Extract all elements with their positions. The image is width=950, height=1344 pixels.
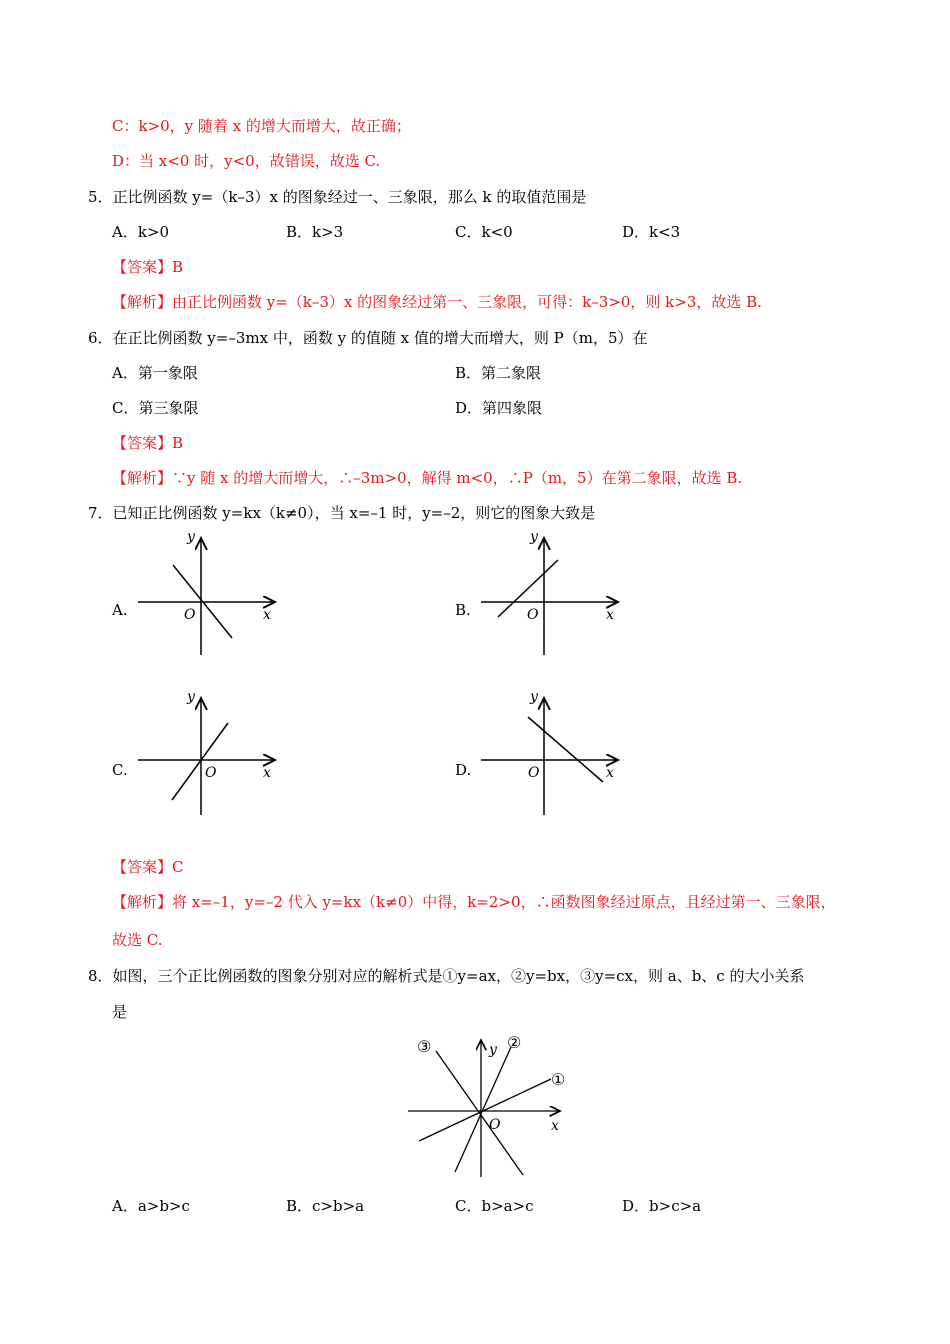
label-three: ③ <box>417 1037 432 1056</box>
q7-option-c-label: C. <box>112 761 128 779</box>
q7-graph-d <box>478 690 628 820</box>
y-axis-label: y <box>530 529 538 545</box>
x-axis-label: x <box>551 1118 559 1134</box>
x-axis-label: x <box>263 607 271 623</box>
q7-analysis-line2: 故选 C. <box>112 931 163 949</box>
q7-analysis-line1: 【解析】将 x=–1，y=–2 代入 y=kx（k≠0）中得，k=2>0，∴函数图象经过原点，且经过第一、三象限， <box>112 893 836 911</box>
q7-option-a-label: A. <box>112 601 128 619</box>
q8-option-c: C．b>a>c <box>455 1197 534 1215</box>
origin-label: O <box>528 765 540 781</box>
line-three <box>436 1051 523 1175</box>
origin-label: O <box>205 765 217 781</box>
q7-graph-c <box>135 690 285 820</box>
q6-option-d: D．第四象限 <box>455 399 543 417</box>
q4-option-d-analysis: D：当 x<0 时，y<0，故错误，故选 C. <box>112 152 381 170</box>
q7-graph-b <box>478 530 628 660</box>
q6-option-a: A．第一象限 <box>112 364 198 382</box>
origin-label: O <box>527 607 539 623</box>
q6-option-c: C．第三象限 <box>112 399 199 417</box>
y-axis-label: y <box>489 1042 497 1058</box>
q5-option-b: B．k>3 <box>286 223 344 241</box>
q4-option-c-analysis: C：k>0，y 随着 x 的增大而增大，故正确； <box>112 117 411 135</box>
origin-label: O <box>489 1117 501 1133</box>
label-two: ② <box>507 1033 522 1052</box>
x-axis-label: x <box>263 765 271 781</box>
q8-stem-line2: 是 <box>112 1003 128 1021</box>
q5-stem: 5．正比例函数 y=（k–3）x 的图象经过一、三象限，那么 k 的取值范围是 <box>88 188 587 206</box>
q8-option-a: A．a>b>c <box>112 1197 190 1215</box>
q8-stem-line1: 8．如图，三个正比例函数的图象分别对应的解析式是①y=ax，②y=bx，③y=cx，则 a、b、c 的大小关系 <box>88 967 805 985</box>
line-one <box>419 1079 551 1141</box>
origin-label: O <box>184 607 196 623</box>
q5-option-d: D．k<3 <box>622 223 681 241</box>
q6-analysis: 【解析】∵y 随 x 的增大而增大，∴–3m>0，解得 m<0，∴P（m，5）在第二象限，故选 B. <box>112 469 743 487</box>
q6-answer: 【答案】B <box>112 434 184 452</box>
line-two <box>455 1047 511 1172</box>
label-one: ① <box>551 1070 566 1089</box>
q5-answer: 【答案】B <box>112 258 184 276</box>
q7-graph-a <box>135 530 285 660</box>
q6-option-b: B．第二象限 <box>455 364 542 382</box>
q7-stem: 7．已知正比例函数 y=kx（k≠0），当 x=–1 时，y=–2，则它的图象大致是 <box>88 504 596 522</box>
q5-option-a: A．k>0 <box>112 223 170 241</box>
q8-graph <box>405 1030 575 1180</box>
function-line <box>172 723 228 800</box>
y-axis-label: y <box>187 689 195 705</box>
y-axis-label: y <box>530 689 538 705</box>
q5-analysis: 【解析】由正比例函数 y=（k–3）x 的图象经过第一、三象限，可得：k–3>0，则 k>3，故选 B. <box>112 293 762 311</box>
q7-option-d-label: D. <box>455 761 472 779</box>
q8-option-d: D．b>c>a <box>622 1197 702 1215</box>
x-axis-label: x <box>606 765 614 781</box>
q5-option-c: C．k<0 <box>455 223 513 241</box>
q6-stem: 6．在正比例函数 y=–3mx 中，函数 y 的值随 x 值的增大而增大，则 P（m，5）在 <box>88 329 648 347</box>
y-axis-label: y <box>187 529 195 545</box>
q7-option-b-label: B. <box>455 601 471 619</box>
q7-answer: 【答案】C <box>112 858 184 876</box>
q8-option-b: B．c>b>a <box>286 1197 365 1215</box>
x-axis-label: x <box>606 607 614 623</box>
